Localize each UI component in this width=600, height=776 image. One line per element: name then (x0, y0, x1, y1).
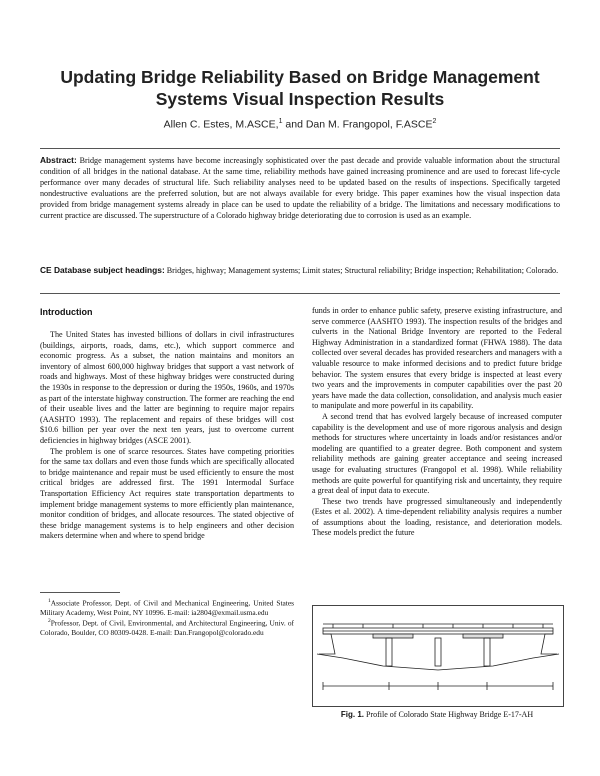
figure-label: Fig. 1. (340, 710, 365, 719)
bottom-rule (40, 293, 560, 294)
footnote-1-text: Associate Professor, Dept. of Civil and Mechanical Engineering, United States Military Academy, West Point, NY 10996. E-mail: ia2804@exmail.usma.edu (40, 598, 294, 617)
title-line-1: Updating Bridge Reliability Based on Bridge Management (60, 67, 540, 87)
subject-headings-text: Bridges, highway; Management systems; Limit states; Structural reliability; Bridge inspection; Rehabilitation; Colorado. (166, 266, 559, 275)
author-1-footnote-mark: 1 (278, 118, 283, 125)
left-column (40, 330, 294, 542)
author-line (40, 118, 560, 131)
subject-headings (40, 265, 560, 277)
figure-bridge-profile (312, 605, 564, 707)
intro-paragraph-5: These two trends have progressed simultaneously and independently (Estes et al. 2002). A time-dependent reliability analysis requires a number of assumptions about the loading, resistance, and deterioration models. These models predict the future (312, 496, 562, 538)
right-column (312, 306, 562, 539)
figure-caption (312, 710, 562, 719)
footnote-2-mark: 2 (48, 618, 51, 625)
subject-headings-label: CE Database subject headings: (40, 265, 165, 275)
footnote-1 (40, 597, 294, 617)
footnote-2 (40, 617, 294, 637)
abstract-label: Abstract: (40, 155, 77, 165)
section-heading-introduction: Introduction (40, 307, 93, 317)
footnote-2-text: Professor, Dept. of Civil, Environmental, and Architectural Engineering, Univ. of Colorado, Boulder, CO 80309-0428. E-mail: Dan.Frangopol@colorado.edu (40, 618, 294, 638)
intro-paragraph-1: The United States has invested billions of dollars in civil infrastructures (buildings, airports, roads, dams, etc.), which support commerce and economic progress. As a subset, the nation maintains and monitors an inventory of almost 600,000 highway bridges that support a vast network of roads and highways. Most of these highway bridges were constructed during the 1930s in response to the depression or during the 1950s, 1960s, and 1970s as part of the interstate highway construction. The former are reaching the end of their useable lives and the latter are beginning to require major repairs (AASHTO 1993). The replacement and repairs of these bridges will cost $10.6 billion per year over the next ten years, just to overcome current deficiencies in highway bridges (ASCE 2001). (40, 330, 294, 445)
intro-paragraph-4: A second trend that has evolved largely because of increased computer capability is the development and use of more rigorous analysis and design methods for structures where uncertainty in loads and/or resistances and/or modeling are quantified to a greater degree. Both component and system reliability methods are gaining greater acceptance and seeing increased usage for evaluating structures (Frangopol et al. 1998). While reliability methods are quite powerful for quantifying risk and uncertainty, they require a great deal of input data to execute. (312, 411, 562, 496)
intro-paragraph-2: The problem is one of scarce resources. States have competing priorities for the same tax dollars and even those funds which are specifically allocated to bridge maintenance and repair must be used efficiently to ensure the most critical bridges are addressed first. The 1991 Intermodal Surface Transportation Efficiency Act requires state transportation departments to implement bridge management systems to more efficiently plan maintenance, monitor condition of bridges, and allocate resources. The stated objective of these bridge management systems is to help engineers and other decision makers determine when and where to spend bridge (40, 446, 294, 541)
title-line-2: Systems Visual Inspection Results (155, 89, 445, 109)
abstract-text: Bridge management systems have become increasingly sophisticated over the past decade and provide valuable information about the structural condition of all bridges in the national database. At the same time, reliability methods have gained increasing prominence and are used to forecast life-cycle performance over many decades of structural life. Such reliability analyses need to be updated based on the results of inspections. Specifically targeted nondestructive evaluations are the preferred solution, but are not always available for every bridge. This paper examines how the visual inspection data provided from bridge management systems already in place can be used to update the reliability of a bridge. The limitations and necessary modifications to current practice are discussed. The superstructure of a Colorado highway bridge deteriorating due to corrosion is used as an example. (40, 156, 560, 220)
footnotes (40, 597, 294, 638)
figure-caption-text: Profile of Colorado State Highway Bridge E-17-AH (366, 710, 534, 719)
author-2-footnote-mark: 2 (432, 118, 437, 125)
footnote-rule (40, 592, 120, 593)
author-conjunction: and (282, 118, 306, 131)
footnote-1-mark: 1 (48, 598, 51, 604)
top-rule (40, 148, 560, 149)
author-2: Dan M. Frangopol, F.ASCE (305, 118, 433, 131)
intro-paragraph-3: funds in order to enhance public safety, preserve existing infrastructure, and serve commerce (AASHTO 1993). The inspection results of the bridges and culverts in the National Bridge Inventory are reported to the Federal Highway Administration in a standardized format (FHWA 1988). The data collected over several decades has provided researchers and managers with a valuable resource to make informed decisions and to predict future bridge behavior. The system ensures that every bridge is inspected at least every two years and the improvements in computer capabilities over the past 20 years have made the data collection, consolidation, and analysis much easier to manipulate and more powerful in its capability. (312, 306, 562, 411)
abstract (40, 155, 560, 221)
author-1: Allen C. Estes, M.ASCE, (163, 118, 279, 131)
bridge-profile-drawing (313, 606, 563, 706)
paper-title (40, 66, 560, 110)
